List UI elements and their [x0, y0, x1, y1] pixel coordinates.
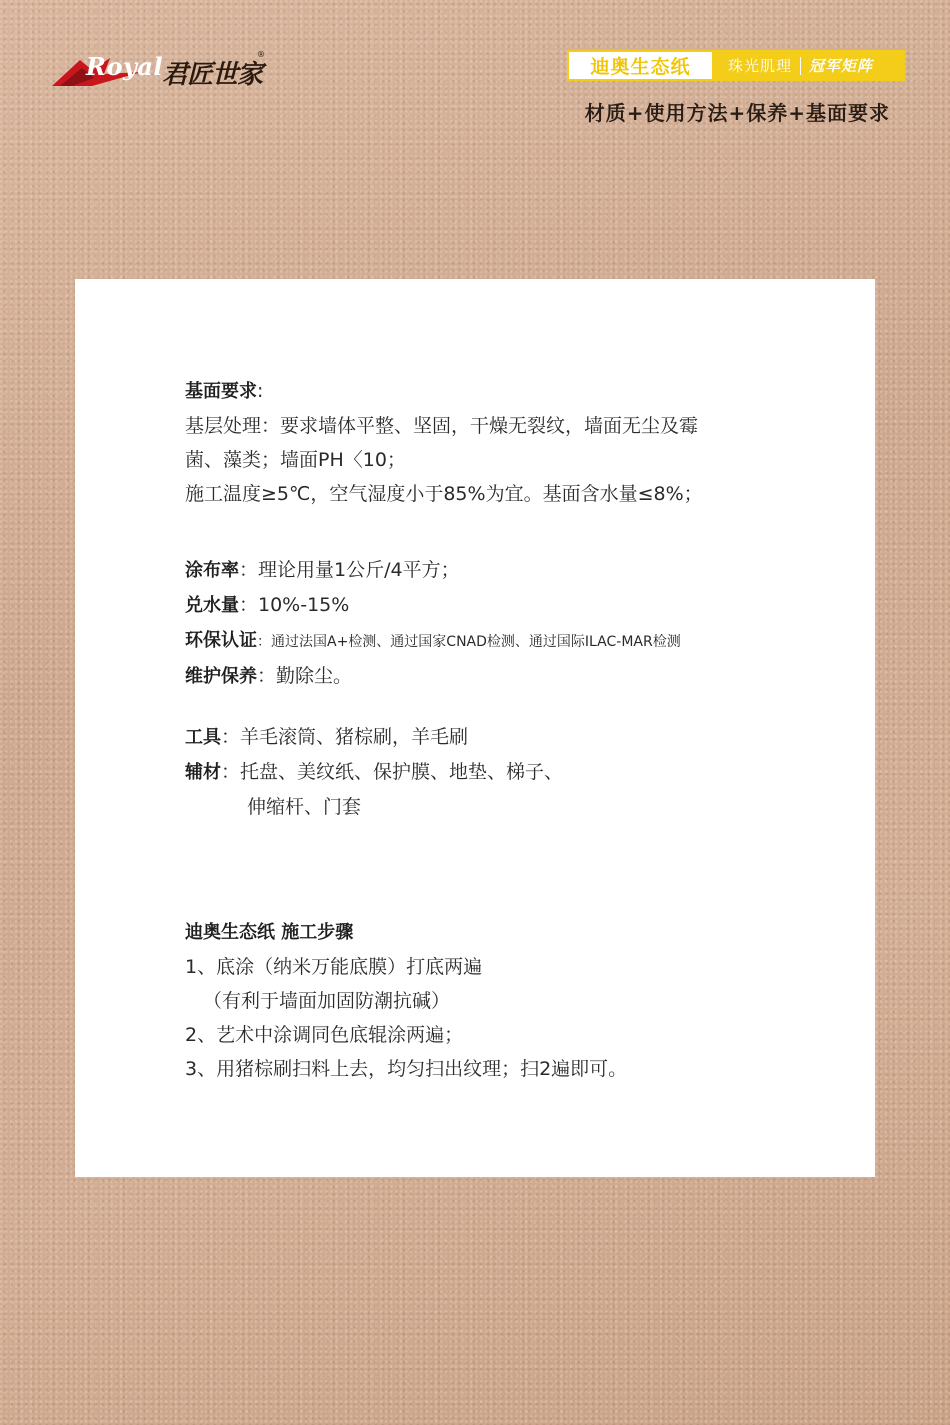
water-row	[185, 588, 835, 623]
step-2: 2、艺术中涂调同色底辊涂两遍；	[185, 1024, 464, 1046]
base-requirements-heading	[185, 374, 835, 409]
coverage-label: 涂布率	[185, 560, 239, 581]
base-label: 基面要求	[185, 381, 257, 402]
product-badge	[567, 50, 905, 81]
coverage-value: ：理论用量1公斤/4平方；	[239, 559, 460, 581]
tools-label: 工具	[185, 727, 221, 748]
card-content	[185, 374, 835, 1086]
page-subtitle: 材质+使用方法+保养+基面要求	[584, 101, 890, 125]
cert-label: 环保认证	[185, 630, 257, 651]
brand-logo	[52, 48, 267, 90]
step-3: 3、用猪棕刷扫料上去，均匀扫出纹理；扫2遍即可。	[185, 1058, 628, 1080]
step-1: 1、底涂（纳米万能底膜）打底两遍	[185, 956, 483, 978]
maintenance-label: 维护保养	[185, 666, 257, 687]
steps-title: 迪奥生态纸 施工步骤	[185, 922, 354, 943]
cert-row	[185, 623, 835, 659]
base-colon: :	[257, 380, 264, 402]
aux-label: 辅材	[185, 762, 221, 783]
maintenance-row	[185, 659, 835, 694]
base-line-3: 施工温度≥5℃，空气湿度小于85%为宜。基面含水量≤8%；	[185, 483, 703, 505]
aux-value-2: 伸缩杆、门套	[247, 796, 362, 818]
base-line-2: 菌、藻类；墙面PH〈10；	[185, 449, 406, 471]
base-line-1: 基层处理：要求墙体平整、坚固，干燥无裂纹，墙面无尘及霉	[185, 415, 699, 437]
info-card	[75, 279, 875, 1177]
award-label: 冠军矩阵	[809, 57, 874, 75]
coverage-row	[185, 553, 835, 588]
aux-row	[185, 755, 835, 790]
logo-chinese-text: 君匠世家	[162, 60, 263, 90]
tools-value: ：羊毛滚筒、猪棕刷，羊毛刷	[221, 726, 469, 748]
product-name: 迪奥生态纸	[567, 50, 714, 81]
badge-divider	[800, 57, 801, 75]
registered-mark: ®	[257, 50, 265, 59]
texture-label: 珠光肌理	[728, 57, 793, 75]
step-1-note: （有利于墙面加固防潮抗碱）	[203, 990, 451, 1012]
maintenance-value: ：勤除尘。	[257, 665, 353, 687]
logo-brand-text: Royal	[86, 52, 164, 81]
aux-value-1: ：托盘、美纹纸、保护膜、地垫、梯子、	[221, 761, 564, 783]
water-label: 兑水量	[185, 595, 239, 616]
water-value: ：10%-15%	[239, 594, 350, 616]
cert-value: ：通过法国A+检测、通过国家CNAD检测、通过国际ILAC-MAR检测	[257, 634, 681, 650]
tools-row	[185, 720, 835, 755]
badge-tags	[714, 50, 905, 81]
